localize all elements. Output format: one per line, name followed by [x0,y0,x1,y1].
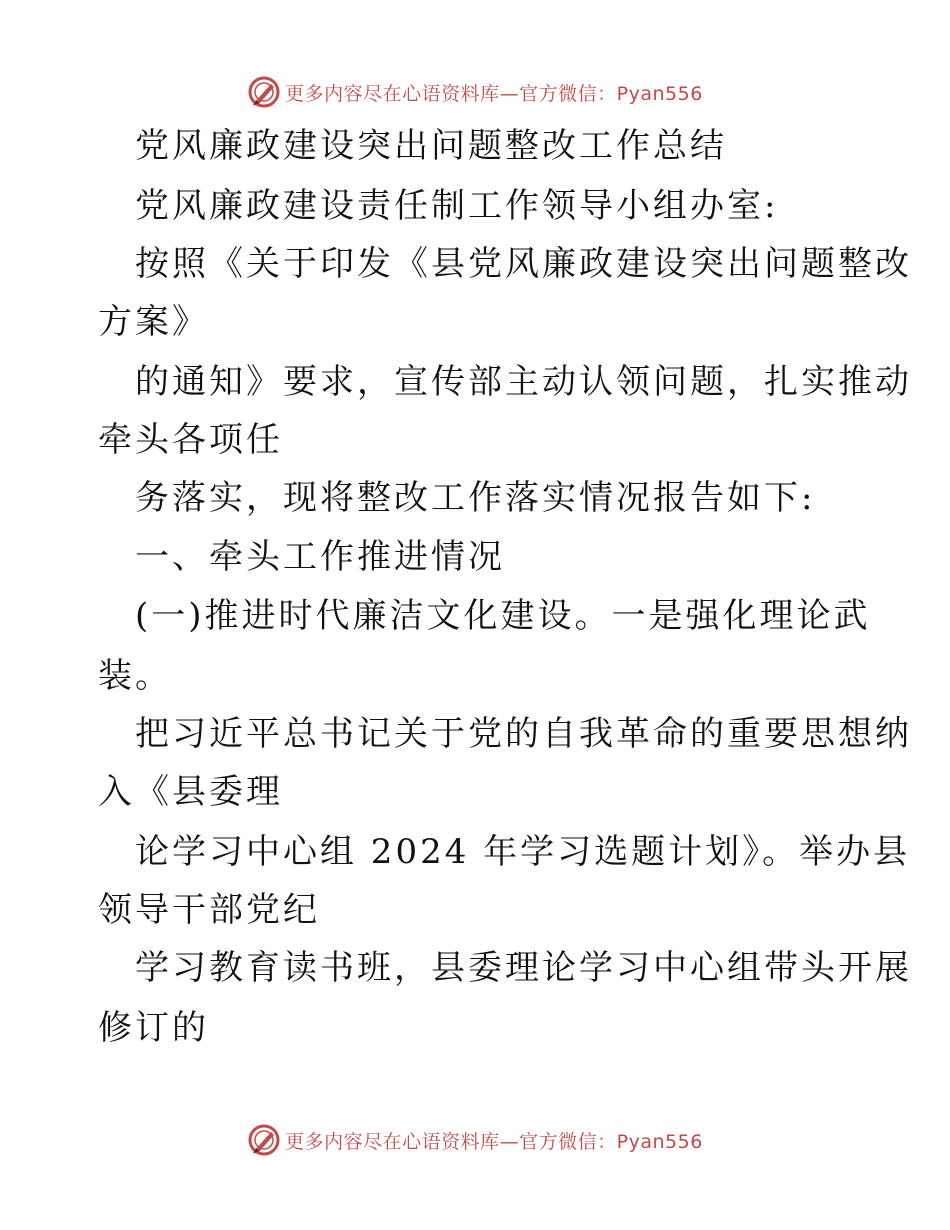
watermark-text: 更多内容尽在心语资料库—官方微信：Pyan556 [285,1130,703,1153]
section-heading: 一、牵头工作推进情况 [135,537,505,577]
paragraph-line: 入《县委理 [98,772,283,812]
recipient-line: 党风廉政建设责任制工作领导小组办室: [135,186,779,226]
paragraph-line: 按照《关于印发《县党风廉政建设突出问题整改 [135,244,912,284]
paragraph-line: 把习近平总书记关于党的自我革命的重要思想纳 [135,714,912,754]
paragraph-line: 方案》 [98,302,209,342]
paragraph-line: 的通知》要求，宣传部主动认领问题，扎实推动 [135,362,912,402]
footer-watermark [0,1120,950,1160]
document-title: 党风廉政建设突出问题整改工作总结 [135,126,727,166]
subsection-heading: (一)推进时代廉洁文化建设。一是强化理论武 [135,596,871,636]
pen-seal-icon [247,1123,281,1157]
watermark-text: 更多内容尽在心语资料库—官方微信：Pyan556 [285,82,703,105]
paragraph-line: 论学习中心组 2024 年学习选题计划》。举办县 [135,832,911,872]
paragraph-line: 学习教育读书班，县委理论学习中心组带头开展 [135,948,912,988]
paragraph-line: 修订的 [98,1008,209,1048]
paragraph-line: 装。 [98,656,172,696]
paragraph-line: 牵头各项任 [98,420,283,460]
paragraph-line: 务落实，现将整改工作落实情况报告如下: [135,478,816,518]
paragraph-line: 领导干部党纪 [98,890,320,930]
